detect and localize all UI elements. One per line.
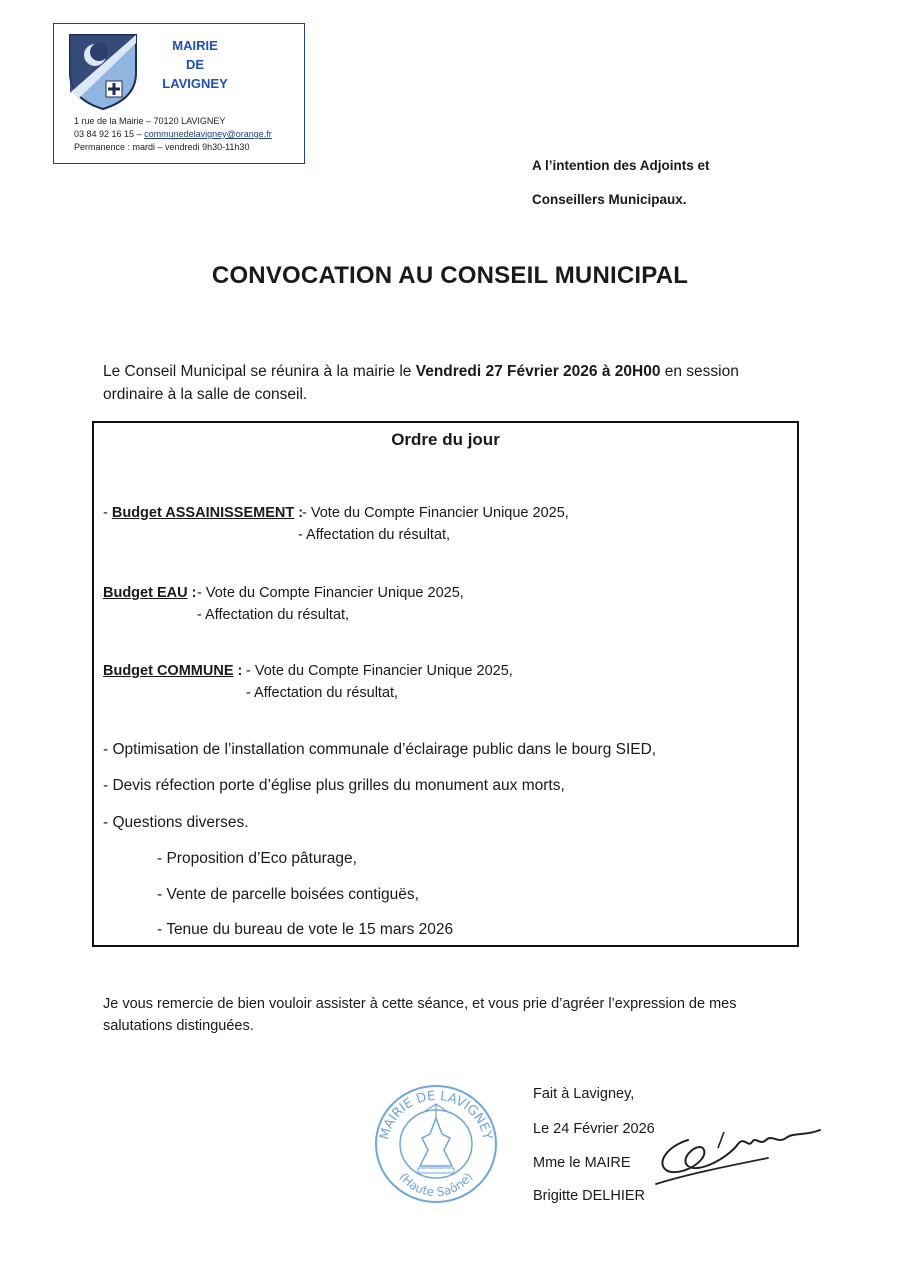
budget-separator: : — [187, 585, 197, 601]
budget-assainissement-line — [103, 505, 303, 521]
intro-text: Le Conseil Municipal se réunira à la mairie le — [103, 363, 416, 380]
budget-commune-line — [103, 663, 242, 679]
budget-eau-item-2: - Affectation du résultat, — [197, 607, 350, 623]
budget-assainissement-item-2: - Affectation du résultat, — [298, 527, 451, 543]
budget-assainissement-label: Budget ASSAINISSEMENT — [111, 505, 295, 521]
signoff-name: Brigitte DELHIER — [533, 1188, 646, 1204]
stamp-top-text: MAIRIE DE LAVIGNEY — [377, 1088, 495, 1142]
budget-separator: : — [294, 505, 304, 521]
budget-assainissement-item-1: - Vote du Compte Financier Unique 2025, — [302, 505, 569, 521]
signoff-place: Fait à Lavigney, — [533, 1086, 635, 1102]
mairie-stamp — [372, 1082, 500, 1206]
intro-line-1 — [103, 363, 739, 381]
agenda-sub-item: - Vente de parcelle boisées contiguës, — [157, 886, 419, 903]
intro-line-2: ordinaire à la salle de conseil. — [103, 386, 308, 403]
page-title: CONVOCATION AU CONSEIL MUNICIPAL — [211, 262, 689, 289]
mairie-contact — [74, 129, 272, 139]
budget-separator: : — [233, 663, 243, 679]
meeting-date: Vendredi 27 Février 2026 à 20H00 — [415, 363, 661, 380]
budget-prefix: - — [103, 505, 112, 521]
mairie-name-line-3: LAVIGNEY — [162, 76, 228, 91]
recipients-line-1: A l’intention des Adjoints et — [532, 158, 710, 173]
mairie-phone: 03 84 92 16 15 – — [74, 129, 142, 139]
coat-of-arms-icon — [68, 33, 138, 111]
agenda-item: - Optimisation de l’installation communale d’éclairage public dans le bourg SIED, — [103, 741, 657, 758]
closing-line-2: salutations distinguées. — [103, 1018, 254, 1034]
budget-commune-item-2: - Affectation du résultat, — [246, 685, 399, 701]
signoff-date: Le 24 Février 2026 — [533, 1121, 655, 1137]
mairie-address: 1 rue de la Mairie – 70120 LAVIGNEY — [74, 116, 226, 126]
budget-eau-line — [103, 585, 196, 601]
intro-text-end: en session — [660, 363, 739, 380]
stamp-bottom-text: (Haute Saône) — [396, 1170, 476, 1200]
budget-eau-label: Budget EAU — [103, 585, 188, 601]
budget-commune-item-1: - Vote du Compte Financier Unique 2025, — [246, 663, 513, 679]
mairie-name-line-2: DE — [185, 57, 205, 72]
mairie-permanence: Permanence : mardi – vendredi 9h30-11h30 — [74, 142, 250, 152]
agenda-item: - Devis réfection porte d’église plus grilles du monument aux morts, — [103, 777, 565, 794]
agenda-box — [92, 421, 799, 947]
mayor-signature — [648, 1118, 826, 1192]
signoff-role: Mme le MAIRE — [533, 1155, 631, 1171]
agenda-item: - Questions diverses. — [103, 814, 249, 831]
recipients-line-2: Conseillers Municipaux. — [532, 192, 687, 207]
agenda-sub-item: - Proposition d’Eco pâturage, — [157, 850, 357, 867]
mairie-email-link[interactable]: communedelavigney@orange.fr — [144, 129, 272, 139]
agenda-title: Ordre du jour — [391, 430, 500, 449]
budget-eau-item-1: - Vote du Compte Financier Unique 2025, — [197, 585, 464, 601]
agenda-sub-item: - Tenue du bureau de vote le 15 mars 2026 — [157, 921, 454, 938]
mairie-name-line-1: MAIRIE — [172, 38, 218, 53]
closing-line-1: Je vous remercie de bien vouloir assister à cette séance, et vous prie d’agréer l’expression de mes — [103, 996, 737, 1012]
budget-commune-label: Budget COMMUNE — [103, 663, 234, 679]
